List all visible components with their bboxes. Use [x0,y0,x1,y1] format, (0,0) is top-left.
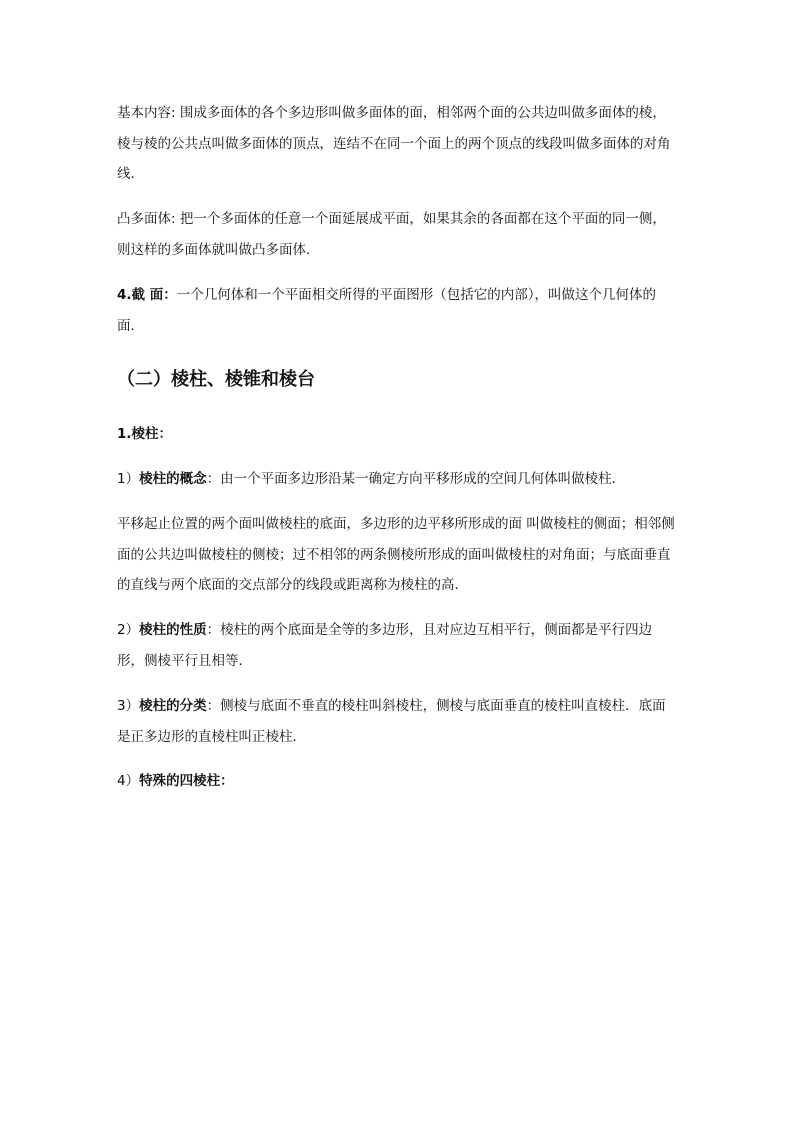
item-label: 特殊的四棱柱 [139,773,221,789]
item-text: ：由一个平面多边形沿某一确定方向平移形成的空间几何体叫做棱柱． [206,471,626,487]
item-label: 棱柱的性质 [139,622,207,638]
item-text: ：侧棱与底面不垂直的棱柱叫斜棱柱，侧棱与底面垂直的棱柱叫直棱柱．底面是正多边形的直棱柱叫正棱柱． [117,698,666,745]
item-prism-classification [117,691,679,752]
subsection-prism-title: 1.棱柱： [117,426,173,442]
item-label: 棱柱的分类 [139,698,207,714]
paragraph-polyhedron-basics: 基本内容: 围成多面体的各个多边形叫做多面体的面，相邻两个面的公共边叫做多面体的棱，棱与棱的公共点叫做多面体的顶点，连结不在同一个面上的两个顶点的线段叫做多面体的对角线． [117,105,671,182]
paragraph-prism-definitions: 平移起止位置的两个面叫做棱柱的底面，多边形的边平移所形成的面 叫做棱柱的侧面；相邻侧面的公共边叫做棱柱的侧棱；过不相邻的两条侧棱所形成的面叫做棱柱的对角面；与底面垂直的直线与两个底面的交点部分的线段或距离称为棱柱的高． [117,516,675,593]
item-number: 2） [117,622,140,638]
section-heading: （二）棱柱、棱锥和棱台 [117,369,315,390]
paragraph-cross-section [117,280,679,341]
item-text: ： [220,773,234,789]
item-number: 1） [117,471,140,487]
cross-section-text: 一个几何体和一个平面相交所得的平面图形（包括它的内部），叫做这个几何体的面． [117,287,656,334]
subsection-prism [117,419,679,450]
item-text: ：棱柱的两个底面是全等的多边形，且对应边互相平行，侧面都是平行四边形，侧棱平行且相等． [117,622,653,669]
item-prism-concept [117,464,679,495]
item-number: 3） [117,698,140,714]
item-number: 4） [117,773,140,789]
cross-section-label: 4.截 面： [117,287,177,303]
item-prism-properties [117,615,679,676]
item-label: 棱柱的概念 [139,471,207,487]
paragraph-convex-polyhedron: 凸多面体: 把一个多面体的任意一个面延展成平面，如果其余的各面都在这个平面的同一侧，则这样的多面体就叫做凸多面体． [117,211,666,258]
item-special-quadrangular-prism [117,766,679,797]
